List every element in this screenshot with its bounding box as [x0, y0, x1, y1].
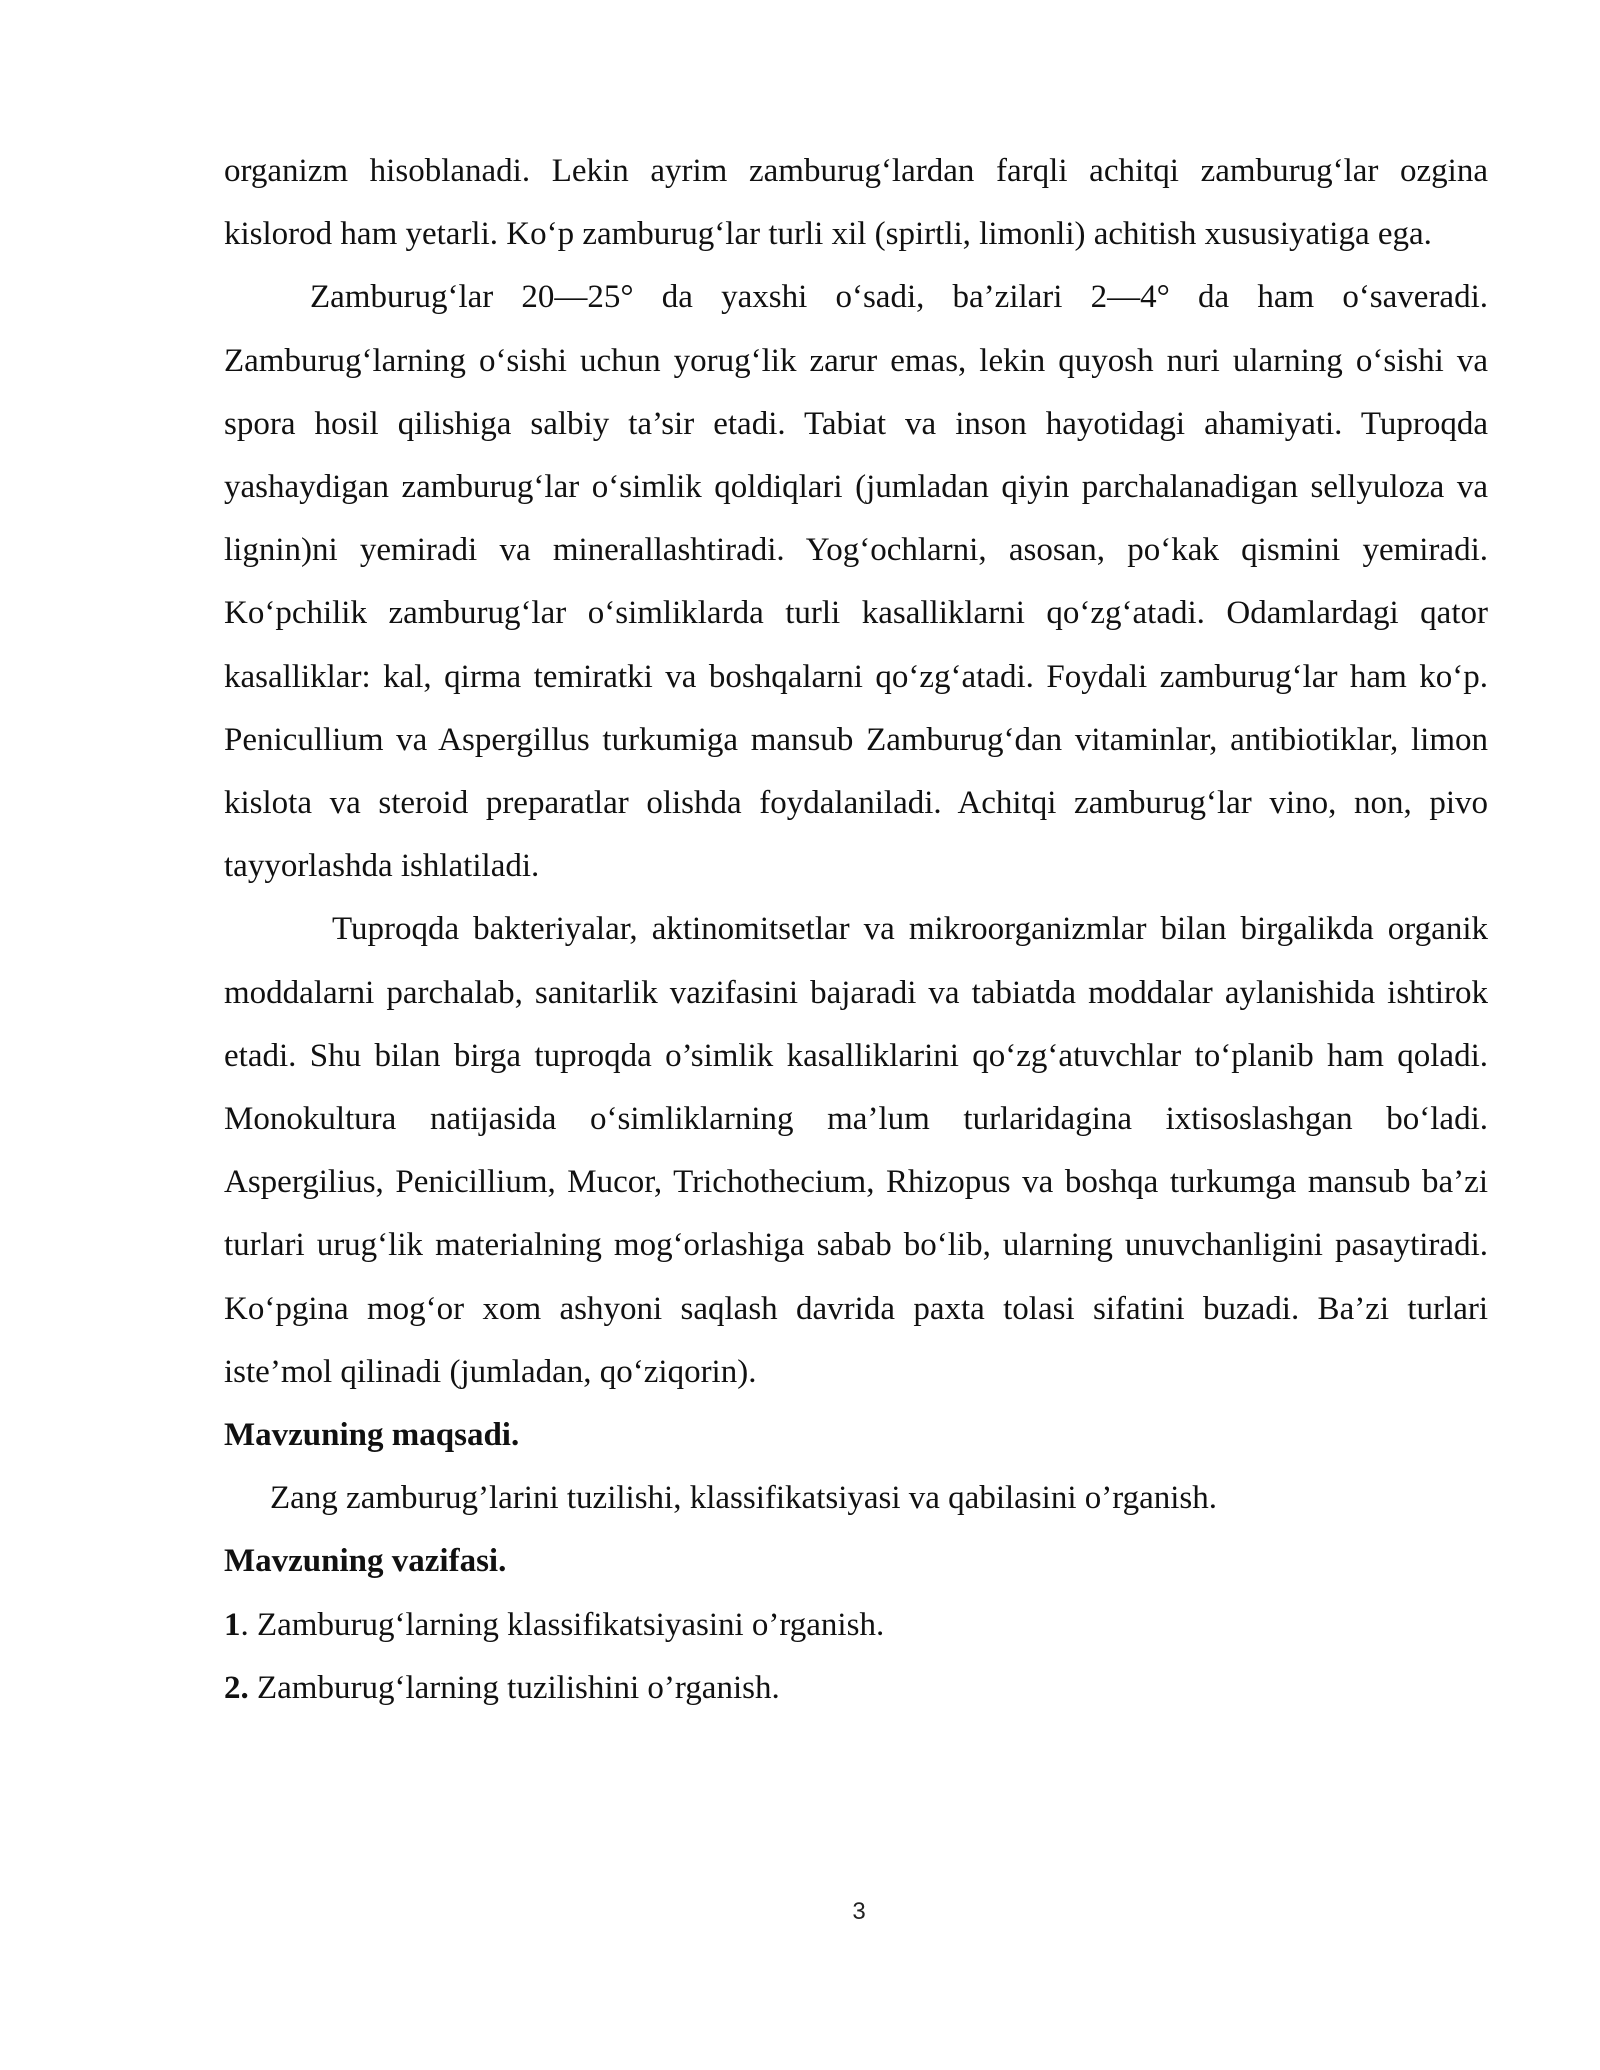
task-item [224, 1594, 1488, 1657]
goal-text: Zang zamburug’larini tuzilishi, klassifikatsiyasi va qabilasini o’rganish. [270, 1480, 1218, 1517]
tasks-heading: Mavzuning vazifasi. [224, 1543, 507, 1580]
paragraph-soil: Tuproqda bakteriyalar, aktinomitsetlar va mikroorganizmlar bilan birgalikda organik moddalarni parchalab, sanitarlik vazifasini bajaradi va tabiatda moddalar aylanishida ishtirok etadi. Shu bilan birga tuproqda o’simlik kasalliklarini qo‘zg‘atuvchlar to‘planib ham qoladi. Monokultura natijasida o‘simliklarning ma’lum turlaridagina ixtisoslashgan bo‘ladi. Aspergilius, Penicillium, Mucor, Trichothecium, Rhizopus va boshqa turkumga mansub ba’zi turlari urug‘lik materialning mog‘orlashiga sabab bo‘lib, ularning unuvchanligini pasaytiradi. Ko‘pgina mog‘or xom ashyoni saqlash davrida paxta tolasi sifatini buzadi. Ba’zi turlari iste’mol qilinadi (jumladan, qo‘ziqorin). [224, 911, 1488, 1390]
task-text: Zamburug‘larning tuzilishini o’rganish. [248, 1669, 780, 1706]
paragraph-intro: organizm hisoblanadi. Lekin ayrim zamburug‘lardan farqli achitqi zamburug‘lar ozgina kislorod ham yetarli. Ko‘p zamburug‘lar turli xil (spirtli, limonli) achitish xususiyatiga ega. [224, 153, 1488, 253]
goal-heading: Mavzuning maqsadi. [224, 1417, 520, 1454]
task-item [224, 1657, 1488, 1720]
page-body [224, 140, 1488, 1720]
task-number: 2. [224, 1669, 249, 1706]
task-number: 1 [224, 1606, 241, 1643]
task-text: . Zamburug‘larning klassifikatsiyasini o’rganish. [240, 1606, 885, 1643]
page-number: 3 [852, 1898, 866, 1925]
paragraph-growth: Zamburug‘lar 20—25° da yaxshi o‘sadi, ba’zilari 2—4° da ham o‘saveradi. Zamburug‘larning o‘sishi uchun yorug‘lik zarur emas, lekin quyosh nuri ularning o‘sishi va spora hosil qilishiga salbiy ta’sir etadi. Tabiat va inson hayotidagi ahamiyati. Tuproqda yashaydigan zamburug‘lar o‘simlik qoldiqlari (jumladan qiyin parchalanadigan sellyuloza va lignin)ni yemiradi va minerallashtiradi. Yog‘ochlarni, asosan, po‘kak qismini yemiradi. Ko‘pchilik zamburug‘lar o‘simliklarda turli kasalliklarni qo‘zg‘atadi. Odamlardagi qator kasalliklar: kal, qirma temiratki va boshqalarni qo‘zg‘atadi. Foydali zamburug‘lar ham ko‘p. Penicullium va Aspergillus turkumiga mansub Zamburug‘dan vitaminlar, antibiotiklar, limon kislota va steroid preparatlar olishda foydalaniladi. Achitqi zamburug‘lar vino, non, pivo tayyorlashda ishlatiladi. [224, 279, 1488, 885]
